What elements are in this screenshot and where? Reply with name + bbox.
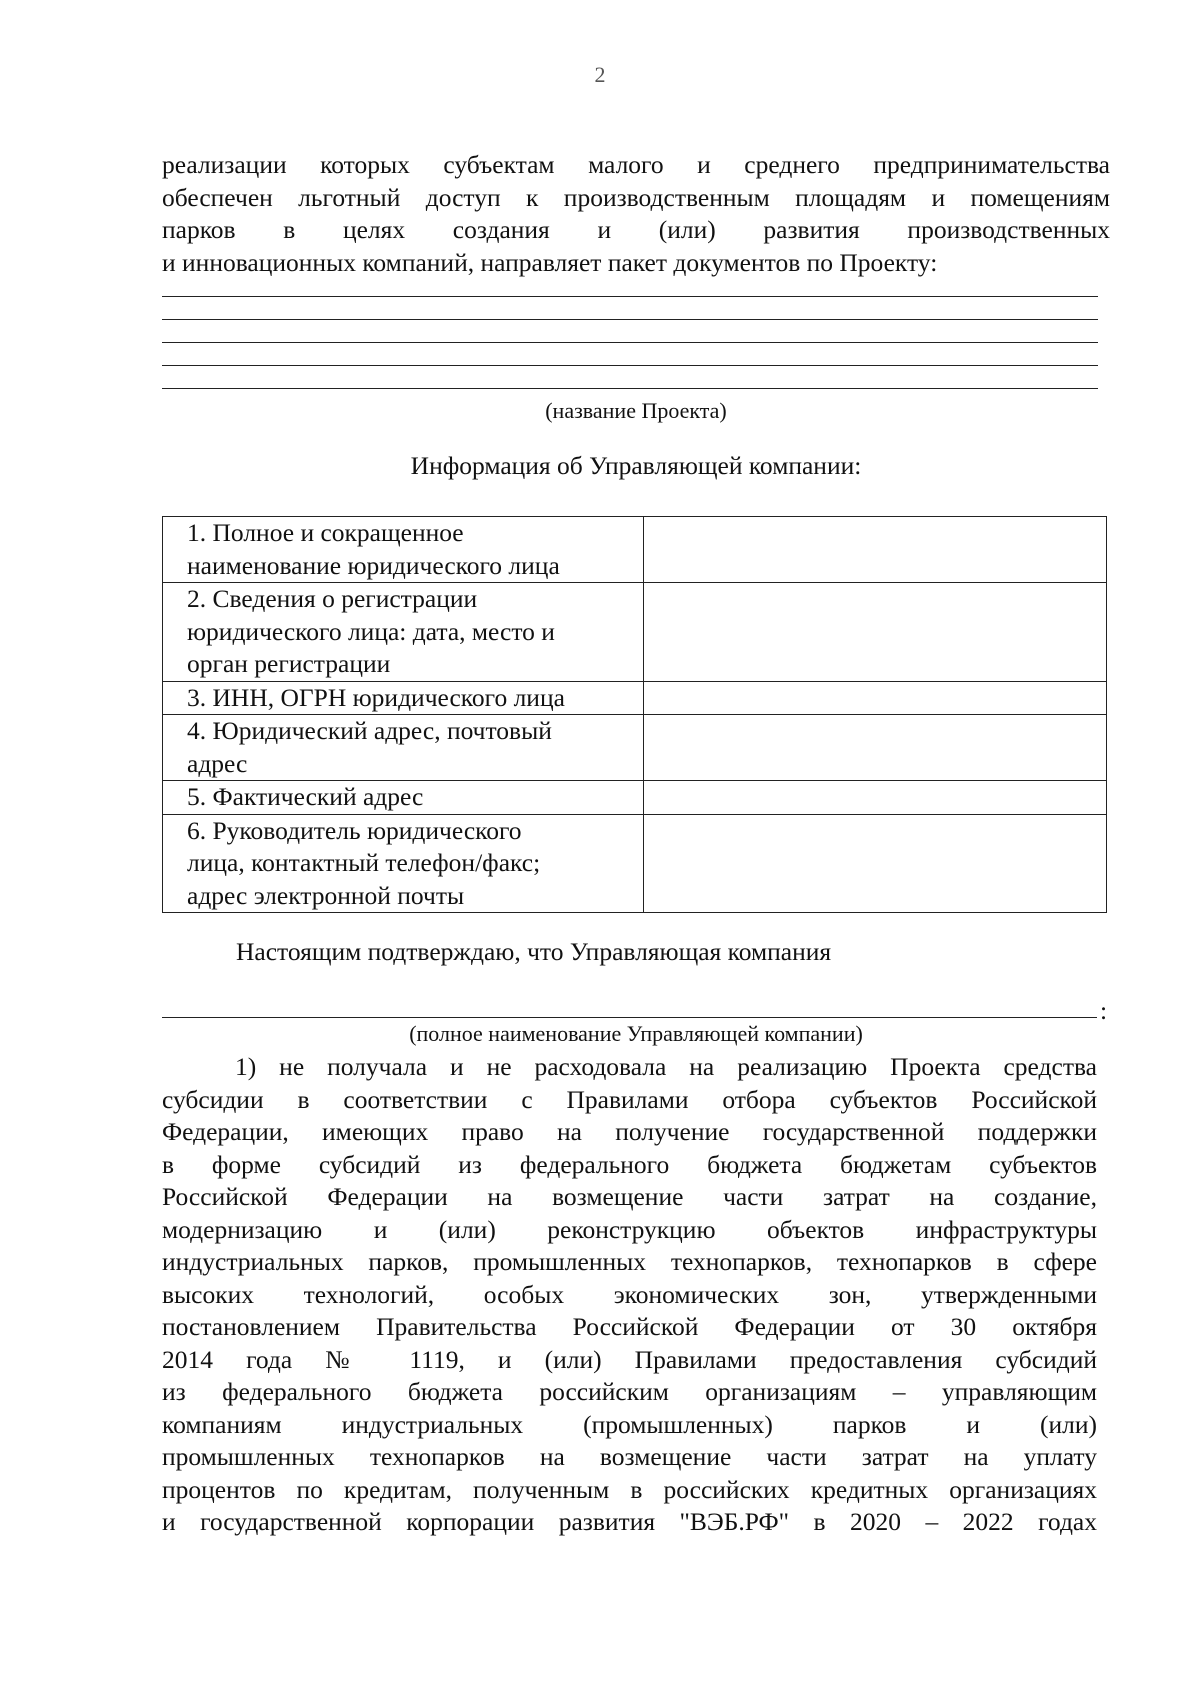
- table-label-line: 4. Юридический адрес, почтовый: [187, 716, 552, 745]
- table-label-cell: [163, 681, 644, 715]
- table-value-cell: [643, 681, 1106, 715]
- confirmation-text: Настоящим подтверждаю, что Управляющая компания: [236, 937, 832, 966]
- table-label-cell: [163, 814, 644, 913]
- project-name-line: [162, 388, 1098, 389]
- project-name-line: [162, 296, 1098, 297]
- item-1-line: высоких технологий, особых экономических зон, утвержденными: [162, 1279, 1097, 1309]
- item-1-line: 1) не получала и не расходовала на реализацию Проекта средства: [235, 1052, 1097, 1081]
- company-name-colon: :: [1100, 996, 1108, 1025]
- table-row: [163, 715, 1107, 781]
- table-value-cell: [643, 517, 1106, 583]
- item-1-line: модернизацию и (или) реконструкцию объектов инфраструктуры: [162, 1214, 1097, 1244]
- item-1-line: постановлением Правительства Российской Федерации от 30 октября: [162, 1312, 1097, 1341]
- project-name-caption: (название Проекта): [545, 398, 727, 423]
- table-row: [163, 814, 1107, 913]
- table-label-line: 5. Фактический адрес: [187, 782, 424, 811]
- item-1-paragraph: [162, 1051, 1097, 1539]
- item-1-line: Российской Федерации на возмещение части затрат на создание,: [162, 1182, 1097, 1211]
- table-label-line: юридического лица: дата, место и: [187, 616, 555, 646]
- item-1-line: 2014 года № 1119, и (или) Правилами предоставления субсидий: [162, 1344, 1097, 1374]
- table-label-line: лица, контактный телефон/факс;: [187, 848, 541, 877]
- table-label-line: орган регистрации: [187, 649, 391, 678]
- company-name-line: [162, 1017, 1097, 1018]
- item-1-line: Федерации, имеющих право на получение государственной поддержки: [162, 1117, 1097, 1146]
- intro-line: реализации которых субъектам малого и среднего предпринимательства: [162, 150, 1110, 179]
- table-value-cell: [643, 814, 1106, 913]
- intro-line: и инновационных компаний, направляет пакет документов по Проекту:: [162, 247, 938, 277]
- table-label-line: 6. Руководитель юридического: [187, 815, 522, 845]
- table-row: [163, 517, 1107, 583]
- company-info-table: [162, 516, 1107, 913]
- table-label-cell: [163, 583, 644, 682]
- table-label-line: адрес: [187, 748, 248, 778]
- table-value-cell: [643, 715, 1106, 781]
- company-info-heading: Информация об Управляющей компании:: [410, 451, 862, 480]
- intro-line: обеспечен льготный доступ к производственным площадям и помещениям: [162, 182, 1110, 212]
- table-label-line: 2. Сведения о регистрации: [187, 584, 478, 613]
- table-label-line: адрес электронной почты: [187, 880, 465, 910]
- table-label-cell: [163, 715, 644, 781]
- table-label-cell: [163, 781, 644, 815]
- company-name-caption: (полное наименование Управляющей компании): [409, 1021, 863, 1046]
- item-1-line: промышленных технопарков на возмещение части затрат на уплату: [162, 1442, 1097, 1471]
- item-1-line: индустриальных парков, промышленных технопарков, технопарков в сфере: [162, 1247, 1097, 1276]
- table-label-line: 1. Полное и сокращенное: [187, 518, 464, 547]
- intro-line: парков в целях создания и (или) развития производственных: [162, 215, 1110, 244]
- item-1-line: субсидии в соответствии с Правилами отбора субъектов Российской: [162, 1084, 1097, 1114]
- item-1-line: компаниям индустриальных (промышленных) парков и (или): [162, 1409, 1097, 1439]
- item-1-line: процентов по кредитам, полученным в российских кредитных организациях: [162, 1474, 1097, 1504]
- item-1-line: и государственной корпорации развития "ВЭБ.РФ" в 2020 – 2022 годах: [162, 1507, 1097, 1536]
- table-label-line: 3. ИНН, ОГРН юридического лица: [187, 682, 565, 712]
- table-row: [163, 681, 1107, 715]
- table-value-cell: [643, 781, 1106, 815]
- project-name-line: [162, 342, 1098, 343]
- table-row: [163, 781, 1107, 815]
- item-1-line: из федерального бюджета российским организациям – управляющим: [162, 1377, 1097, 1406]
- table-value-cell: [643, 583, 1106, 682]
- table-label-line: наименование юридического лица: [187, 550, 560, 580]
- project-name-line: [162, 365, 1098, 366]
- page-number: 2: [594, 62, 606, 87]
- table-row: [163, 583, 1107, 682]
- table-label-cell: [163, 517, 644, 583]
- item-1-line: в форме субсидий из федерального бюджета бюджетам субъектов: [162, 1149, 1097, 1179]
- intro-paragraph: [162, 149, 1110, 279]
- project-name-line: [162, 319, 1098, 320]
